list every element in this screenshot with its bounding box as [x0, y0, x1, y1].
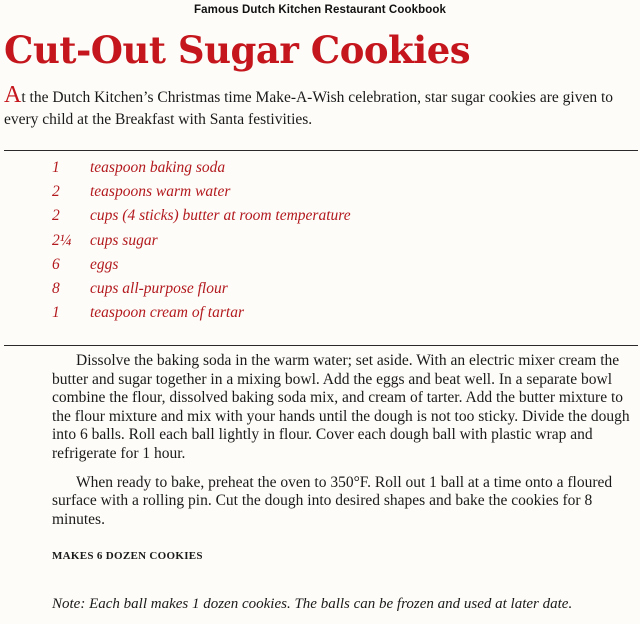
recipe-intro	[4, 82, 634, 131]
ingredient-qty: 6	[52, 255, 60, 273]
ingredient-item	[52, 156, 351, 180]
ingredient-list	[52, 156, 351, 325]
ingredient-text: teaspoon cream of tartar	[90, 304, 244, 322]
intro-text: t the Dutch Kitchen’s Christmas time Make-A-Wish celebration, star sugar cookies are given to every child at the Breakfast with Santa festivities.	[4, 89, 614, 128]
ingredient-text: cups all-purpose flour	[90, 279, 228, 297]
book-header: Famous Dutch Kitchen Restaurant Cookbook	[194, 4, 446, 16]
ingredient-qty: 2	[52, 207, 60, 225]
ingredient-text: cups (4 sticks) butter at room temperature	[90, 207, 351, 225]
ingredient-text: eggs	[90, 255, 119, 273]
ingredient-text: cups sugar	[90, 231, 158, 249]
intro-drop-cap: A	[4, 82, 22, 108]
ingredient-item	[52, 301, 351, 325]
ingredient-text: teaspoon baking soda	[90, 159, 226, 176]
ingredient-item	[52, 277, 351, 301]
divider-bottom	[4, 345, 638, 346]
ingredient-qty: 1	[52, 304, 60, 322]
ingredient-item	[52, 180, 351, 204]
recipe-title: Cut-Out Sugar Cookies	[4, 28, 471, 72]
divider-top	[4, 150, 638, 151]
ingredient-qty: 2¼	[52, 231, 72, 249]
ingredient-qty: 2	[52, 183, 60, 201]
recipe-note: Note: Each ball makes 1 dozen cookies. The balls can be frozen and used at later date.	[52, 596, 573, 612]
instructions	[52, 352, 636, 539]
ingredient-qty: 1	[52, 159, 60, 176]
ingredient-item	[52, 253, 351, 277]
ingredient-qty: 8	[52, 279, 60, 297]
ingredient-text: teaspoons warm water	[90, 183, 231, 201]
recipe-yield: MAKES 6 DOZEN COOKIES	[52, 550, 203, 562]
instruction-paragraph: Dissolve the baking soda in the warm water; set aside. With an electric mixer cream the butter and sugar together in a mixing bowl. Add the eggs and beat well. In a separate bowl combine the flour, dissolved baking soda mix, and cream of tarter. Add the butter mixture to the flour mixture and mix with your hands until the dough is not too sticky. Divide the dough into 6 balls. Roll each ball lightly in flour. Cover each dough ball with plastic wrap and refrigerate for 1 hour.	[52, 352, 630, 462]
instruction-paragraph: When ready to bake, preheat the oven to 350°F. Roll out 1 ball at a time onto a floured surface with a rolling pin. Cut the dough into desired shapes and bake the cookies for 8 minutes.	[52, 473, 613, 528]
ingredient-item	[52, 229, 351, 253]
ingredient-item	[52, 204, 351, 228]
